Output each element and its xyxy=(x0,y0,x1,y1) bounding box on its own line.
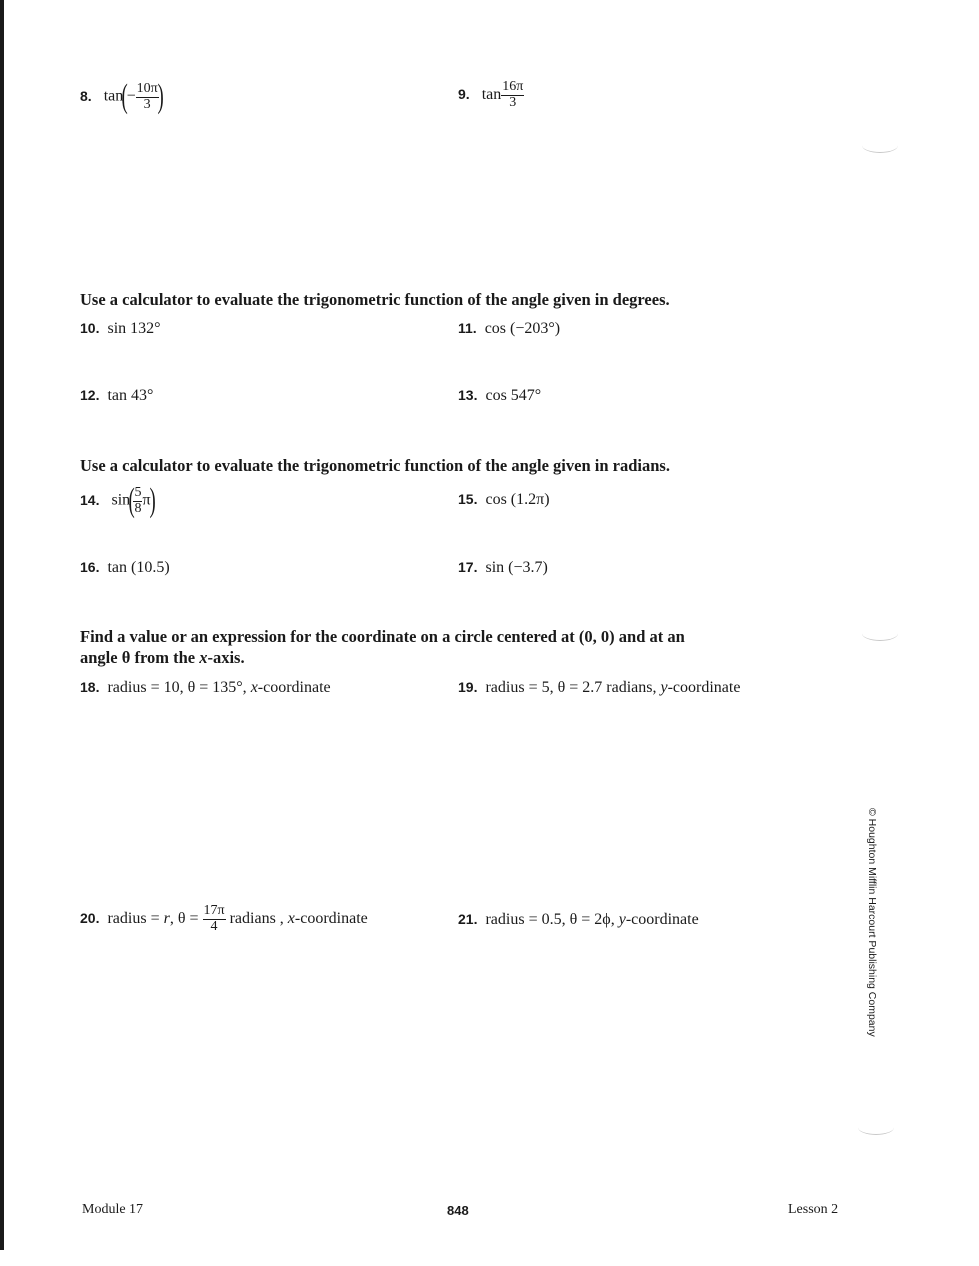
footer-lesson: Lesson 2 xyxy=(788,1202,839,1217)
problem-expression: cos (−203°) xyxy=(484,320,561,337)
problem-number: 20. xyxy=(80,909,100,926)
problem-21 xyxy=(458,911,699,929)
problem-text: -coordinate xyxy=(625,911,699,928)
numerator: 5 xyxy=(134,484,142,500)
problem-text: radius = 5, θ = 2.7 radians, xyxy=(485,679,657,696)
problem-text: radians , xyxy=(225,909,288,927)
footer-page-number: 848 xyxy=(447,1203,469,1218)
pi-symbol: π xyxy=(142,491,151,509)
fraction xyxy=(203,904,226,934)
problem-8: 8. tan(− $\frac{10\pi}{3}$ ) xyxy=(80,78,164,115)
fraction xyxy=(136,82,159,112)
problem-11 xyxy=(458,320,560,338)
problem-expression: tan 43° xyxy=(107,387,154,404)
coordinate-variable: x xyxy=(250,679,258,696)
denominator: 3 xyxy=(509,94,517,110)
trig-function: tan xyxy=(103,87,124,105)
numerator: 10π xyxy=(136,80,158,96)
section-heading-coordinate xyxy=(80,626,685,668)
problem-text: -coordinate xyxy=(294,909,368,927)
problem-number: 19. xyxy=(458,679,478,695)
copyright-side-text: © Houghton Mifflin Harcourt Publishing Company xyxy=(866,808,878,1037)
coordinate-variable: x xyxy=(287,909,295,927)
trig-function: sin xyxy=(111,491,131,509)
problem-number: 17. xyxy=(458,559,478,575)
heading-line: Find a value or an expression for the coordinate on a circle centered at (0, 0) and at an xyxy=(80,627,685,646)
trig-function: tan xyxy=(481,85,502,103)
problem-number: 12. xyxy=(80,387,100,403)
problem-text: , θ = xyxy=(169,909,203,927)
denominator: 8 xyxy=(134,500,142,516)
problem-16 xyxy=(80,559,170,577)
scan-edge xyxy=(0,0,4,1250)
problem-number: 15. xyxy=(458,491,478,507)
denominator: 3 xyxy=(143,96,151,112)
binder-hole-mark xyxy=(862,138,898,153)
coordinate-variable: y xyxy=(618,911,626,928)
heading-text: angle θ from the xyxy=(80,648,200,667)
problem-number: 14. xyxy=(80,491,100,508)
binder-hole-mark xyxy=(858,1120,894,1135)
problem-17 xyxy=(458,559,548,577)
problem-18 xyxy=(80,679,331,697)
problem-number: 21. xyxy=(458,911,478,927)
problem-number: 13. xyxy=(458,387,478,403)
problem-number: 18. xyxy=(80,679,100,695)
problem-number: 11. xyxy=(458,320,477,336)
problem-text: radius = xyxy=(107,909,164,927)
problem-number: 9. xyxy=(458,85,470,102)
left-paren: ( xyxy=(128,482,135,519)
section-heading-degrees: Use a calculator to evaluate the trigonometric function of the angle given in degrees. xyxy=(80,290,670,309)
problem-19 xyxy=(458,679,740,697)
section-heading-radians: Use a calculator to evaluate the trigonometric function of the angle given in radians. xyxy=(80,456,670,475)
problem-expression: sin 132° xyxy=(107,320,161,337)
problem-text: -coordinate xyxy=(667,679,741,696)
problem-text: radius = 10, θ = 135°, xyxy=(107,679,247,696)
footer-module: Module 17 xyxy=(82,1202,144,1217)
problem-number: 16. xyxy=(80,559,100,575)
numerator: 16π xyxy=(502,79,524,94)
problem-number: 8. xyxy=(80,87,92,104)
problem-expression: cos 547° xyxy=(485,387,542,404)
fraction xyxy=(501,80,524,110)
problem-expression: tan (10.5) xyxy=(107,559,170,576)
problem-text: -coordinate xyxy=(257,679,331,696)
binder-hole-mark xyxy=(862,626,898,641)
heading-text: -axis. xyxy=(207,648,245,667)
problem-12 xyxy=(80,387,153,405)
right-paren: ) xyxy=(157,78,164,115)
denominator: 4 xyxy=(210,918,218,934)
heading-line xyxy=(80,647,685,668)
problem-13 xyxy=(458,387,541,405)
problem-expression: sin (−3.7) xyxy=(485,559,548,576)
problem-15 xyxy=(458,491,550,509)
right-paren: ) xyxy=(149,482,156,519)
numerator: 17π xyxy=(203,903,225,918)
heading-variable: x xyxy=(199,648,208,667)
problem-text: radius = 0.5, θ = 2ϕ, xyxy=(485,911,615,928)
radius-variable: r xyxy=(163,909,170,927)
coordinate-variable: y xyxy=(660,679,668,696)
left-paren: ( xyxy=(121,78,129,115)
problem-number: 10. xyxy=(80,320,100,336)
problem-9 xyxy=(458,80,524,110)
problem-20 xyxy=(80,904,368,934)
problem-14 xyxy=(80,484,154,518)
problem-expression: cos (1.2π) xyxy=(485,491,550,508)
problem-10 xyxy=(80,320,161,338)
